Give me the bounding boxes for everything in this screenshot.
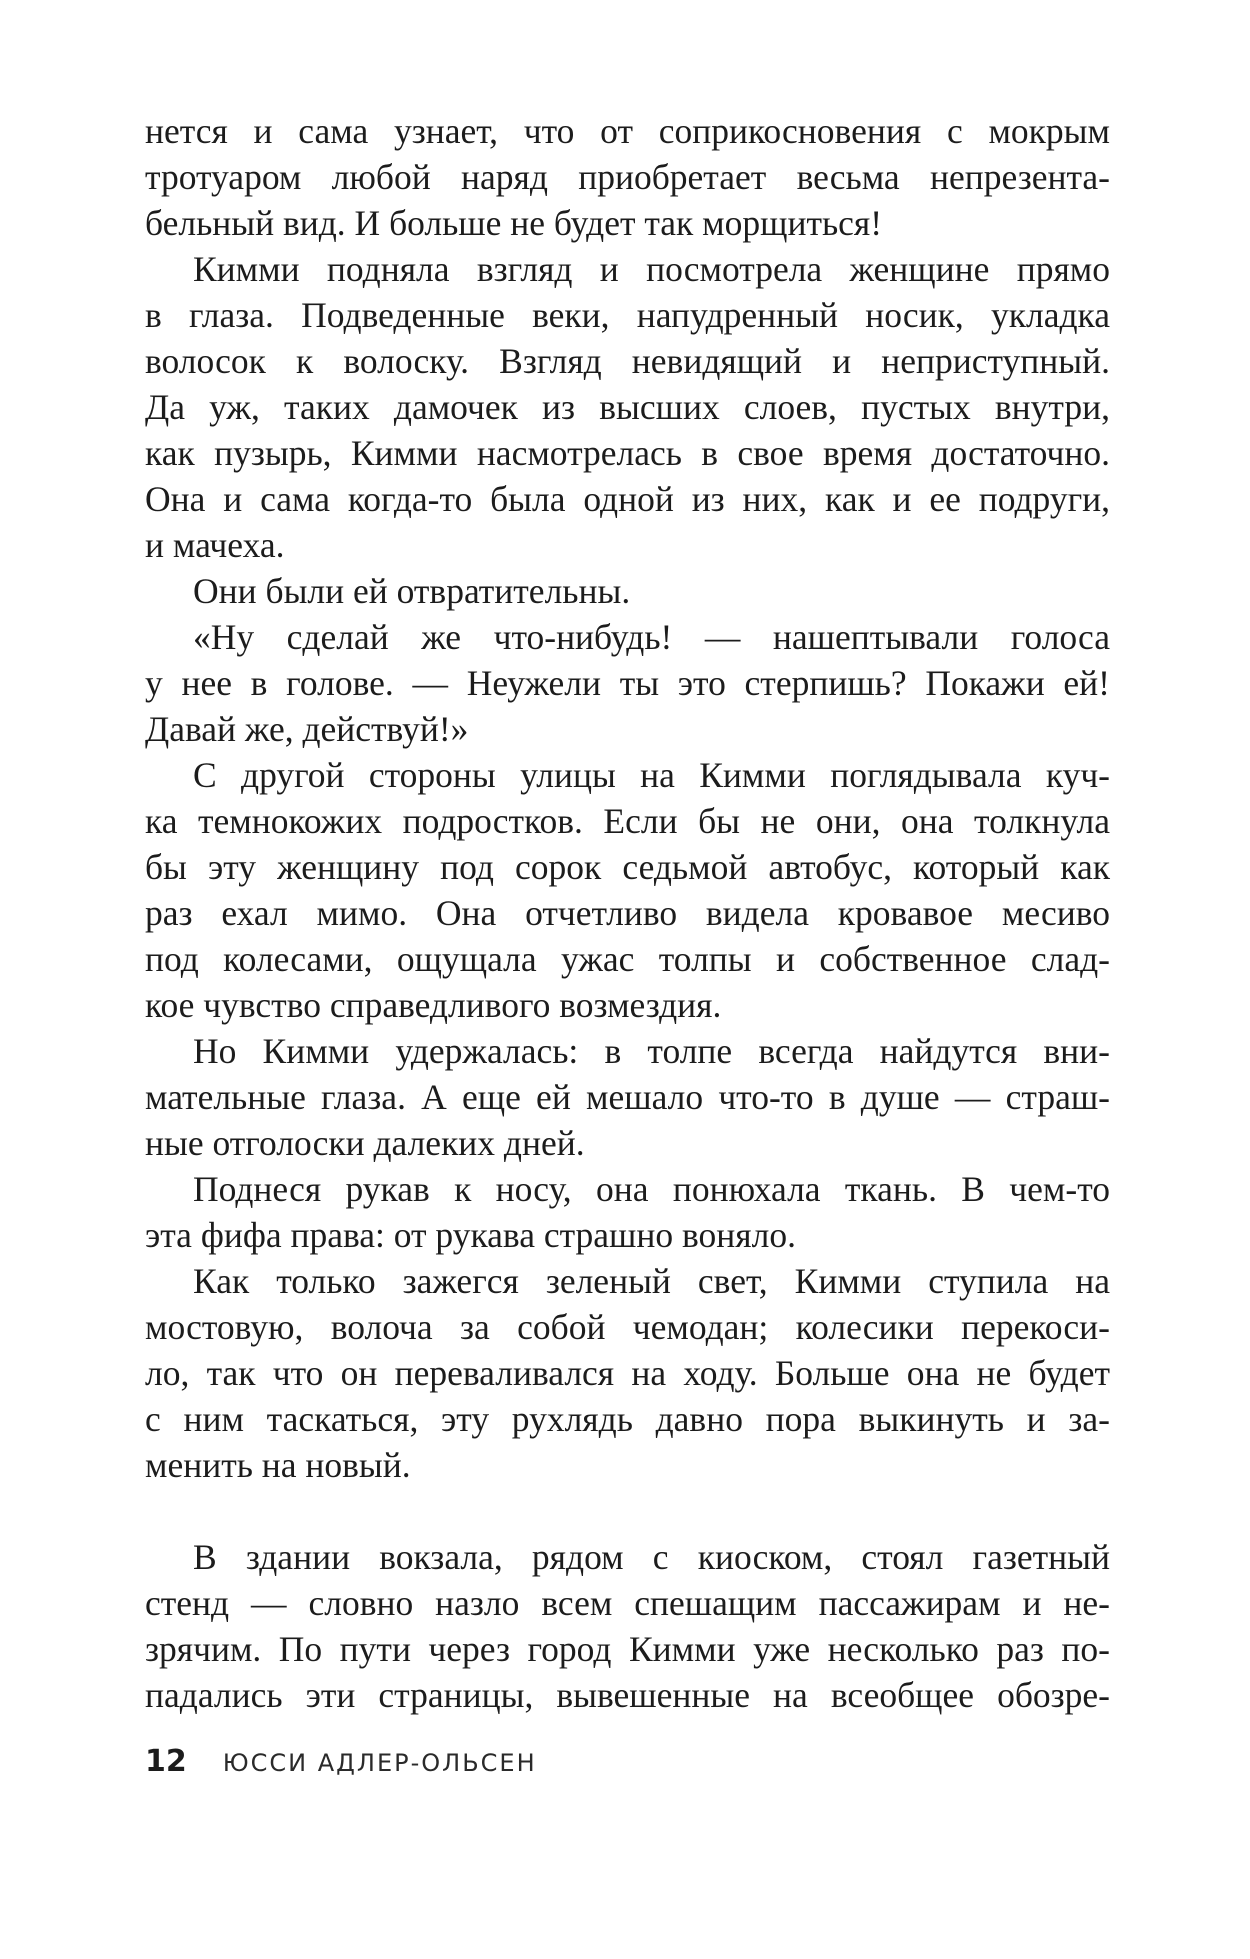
text-line: Да уж, таких дамочек из высших слоев, пустых внутри, <box>145 387 1110 427</box>
paragraph <box>145 1534 1110 1718</box>
paragraph <box>145 1028 1110 1166</box>
text-line: менить на новый. <box>145 1445 411 1485</box>
text-line: с ним таскаться, эту рухлядь давно пора выкинуть и за- <box>145 1399 1110 1439</box>
text-line: и мачеха. <box>145 525 285 565</box>
page-footer <box>145 1740 537 1784</box>
text-line: ло, так что он переваливался на ходу. Больше она не будет <box>145 1353 1110 1393</box>
text-line: раз ехал мимо. Она отчетливо видела кровавое месиво <box>145 893 1110 933</box>
section-break <box>145 1488 1110 1534</box>
text-line: стенд — словно назло всем спешащим пассажирам и не- <box>145 1583 1110 1623</box>
paragraph <box>145 568 1110 614</box>
text-line: Давай же, действуй!» <box>145 709 469 749</box>
text-line: Они были ей отвратительны. <box>193 571 631 611</box>
text-line: кое чувство справедливого возмездия. <box>145 985 722 1025</box>
page-number: 12 <box>145 1744 187 1779</box>
text-line: ка темнокожих подростков. Если бы не они, она толкнула <box>145 801 1110 841</box>
text-line: зрячим. По пути через город Кимми уже несколько раз по- <box>145 1629 1110 1669</box>
text-line: нется и сама узнает, что от соприкосновения с мокрым <box>145 111 1110 151</box>
text-line: тротуаром любой наряд приобретает весьма непрезента- <box>145 157 1110 197</box>
text-line: падались эти страницы, вывешенные на всеобщее обозре- <box>145 1675 1110 1715</box>
text-line: в глаза. Подведенные веки, напудренный носик, укладка <box>145 295 1110 335</box>
paragraph <box>145 752 1110 1028</box>
text-line: С другой стороны улицы на Кимми поглядывала куч- <box>193 755 1110 795</box>
text-line: волосок к волоску. Взгляд невидящий и неприступный. <box>145 341 1110 381</box>
text-line: Она и сама когда-то была одной из них, как и ее подруги, <box>145 479 1110 519</box>
running-head-author: ЮССИ АДЛЕР-ОЛЬСЕН <box>222 1749 537 1777</box>
paragraph <box>145 614 1110 752</box>
text-line: мостовую, волоча за собой чемодан; колесики перекоси- <box>145 1307 1110 1347</box>
text-line: под колесами, ощущала ужас толпы и собственное слад- <box>145 939 1110 979</box>
text-line: Кимми подняла взгляд и посмотрела женщине прямо <box>193 249 1110 289</box>
paragraph <box>145 246 1110 568</box>
paragraph <box>145 1258 1110 1488</box>
text-line: эта фифа права: от рукава страшно воняло. <box>145 1215 796 1255</box>
text-line: Но Кимми удержалась: в толпе всегда найдутся вни- <box>193 1031 1110 1071</box>
text-line: Поднеся рукав к носу, она понюхала ткань. В чем-то <box>193 1169 1110 1209</box>
paragraph <box>145 108 1110 246</box>
text-line: бы эту женщину под сорок седьмой автобус, который как <box>145 847 1110 887</box>
text-line: «Ну сделай же что-нибудь! — нашептывали голоса <box>193 617 1110 657</box>
text-line: мательные глаза. А еще ей мешало что-то в душе — страш- <box>145 1077 1110 1117</box>
text-line: как пузырь, Кимми насмотрелась в свое время достаточно. <box>145 433 1110 473</box>
book-page-text <box>145 108 1110 1718</box>
text-line: у нее в голове. — Неужели ты это стерпишь? Покажи ей! <box>145 663 1110 703</box>
text-line: бельный вид. И больше не будет так морщиться! <box>145 203 883 243</box>
text-line: ные отголоски далеких дней. <box>145 1123 585 1163</box>
paragraph <box>145 1166 1110 1258</box>
text-line: Как только зажегся зеленый свет, Кимми ступила на <box>193 1261 1110 1301</box>
text-line: В здании вокзала, рядом с киоском, стоял газетный <box>193 1537 1110 1577</box>
